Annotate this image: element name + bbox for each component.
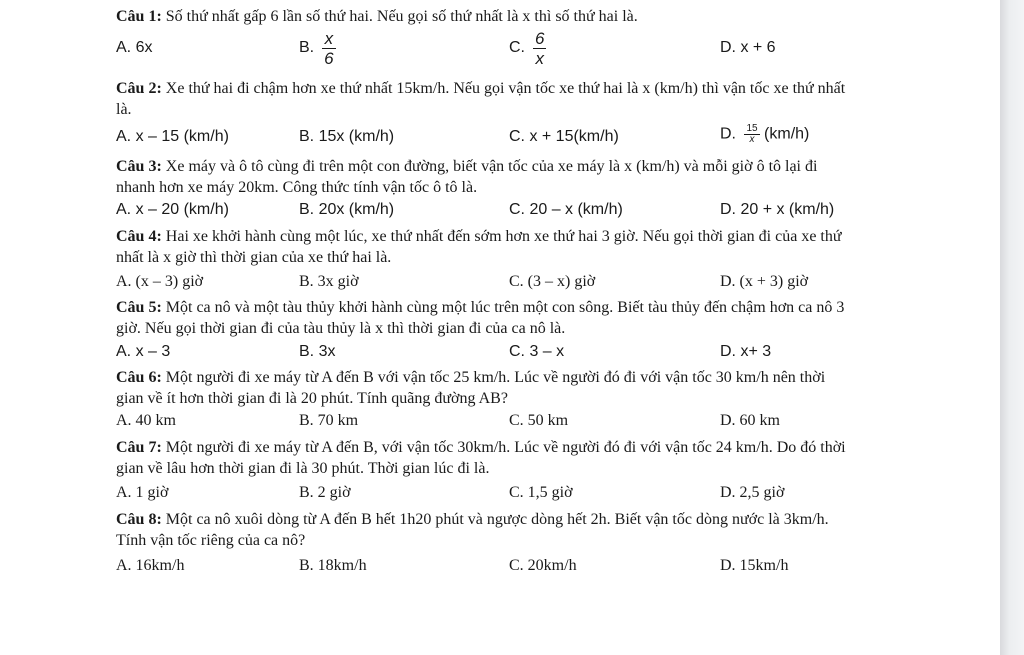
fraction [533,29,546,68]
question-number: Câu 1: [116,8,162,25]
question-text: Một người đi xe máy từ A đến B với vận tốc 25 km/h. Lúc về người đó đi với vận tốc 30 km/h nên thời gian về ít hơn thời gian đi là 20 phút. Tính quãng đường AB? [116,369,826,407]
option-b [299,29,336,68]
option-a: A. 6x [116,39,153,56]
fraction [744,124,759,145]
question-text: Một ca nô xuôi dòng từ A đến B hết 1h20 phút và ngược dòng hết 2h. Biết vận tốc dòng nước là 3km/h. Tính vận tốc riêng của ca nô? [116,511,829,549]
option-c: C. 1,5 giờ [509,484,573,501]
option-d: D. x + 6 [720,39,776,56]
options-4 [116,268,856,297]
option-c: C. 20 – x (km/h) [509,201,623,218]
question-number: Câu 6: [116,369,162,386]
option-d: D. (x + 3) giờ [720,273,809,290]
question-number: Câu 3: [116,158,162,175]
question-text: Xe máy và ô tô cùng đi trên một con đường, biết vận tốc của xe máy là x (km/h) và mỗi giờ ô tô lại đi nhanh hơn xe máy 20km. Công thức tính vận tốc ô tô là. [116,158,818,196]
option-b: B. 15x (km/h) [299,128,395,145]
option-b: B. 70 km [299,412,359,429]
option-c: C. 50 km [509,412,569,429]
question-number: Câu 5: [116,299,162,316]
question-text: Hai xe khởi hành cùng một lúc, xe thứ nhất đến sớm hơn xe thứ hai 3 giờ. Nếu gọi thời gian đi của xe thứ nhất là x giờ thì thời gian của xe thứ hai là. [116,228,842,266]
question-8 [116,509,856,551]
option-d: D. x+ 3 [720,343,772,360]
option-a: A. 40 km [116,412,176,429]
options-8 [116,551,856,583]
question-text: Một ca nô và một tàu thủy khởi hành cùng một lúc trên một con sông. Biết tàu thủy đến chậm hơn ca nô 3 giờ. Nếu gọi thời gian đi của tàu thủy là x thì thời gian đi của ca nô là. [116,299,845,337]
question-5 [116,297,856,339]
options-7 [116,479,856,509]
option-unit: (km/h) [764,125,810,143]
question-number: Câu 4: [116,228,162,245]
option-a: A. 1 giờ [116,484,169,501]
option-b: B. 3x [299,343,336,360]
question-7 [116,437,856,479]
numerator: x [322,29,335,49]
option-a: A. x – 20 (km/h) [116,201,229,218]
option-c [509,29,546,68]
question-6 [116,367,856,409]
option-b: B. 2 giờ [299,484,351,501]
page-edge-shadow [1000,0,1024,655]
denominator: x [535,49,544,68]
option-d [720,124,809,145]
question-number: Câu 7: [116,439,162,456]
option-a: A. 16km/h [116,557,185,574]
question-4 [116,226,856,268]
option-d: D. 2,5 giờ [720,484,785,501]
option-b: B. 20x (km/h) [299,201,395,218]
options-5 [116,339,856,367]
question-text: Số thứ nhất gấp 6 lần số thứ hai. Nếu gọi số thứ nhất là x thì số thứ hai là. [165,8,638,25]
question-text: Một người đi xe máy từ A đến B, với vận tốc 30km/h. Lúc về người đó đi với vận tốc 24 km/h. Do đó thời gian về lâu hơn thời gian đi là 30 phút. Thời gian lúc đi là. [116,439,846,477]
question-list [116,6,856,583]
option-a: A. (x – 3) giờ [116,273,204,290]
numerator: 6 [535,29,545,48]
option-label: D. [720,125,736,143]
option-label: B. [299,39,315,57]
option-c: C. 3 – x [509,343,565,360]
option-d: D. 60 km [720,412,780,429]
denominator: x [749,134,755,145]
option-c: C. (3 – x) giờ [509,273,596,290]
option-d: D. 15km/h [720,557,789,574]
option-label: C. [509,39,525,57]
option-b: B. 18km/h [299,557,367,574]
question-3 [116,156,856,198]
option-a: A. x – 15 (km/h) [116,128,229,145]
option-c: C. 20km/h [509,557,577,574]
option-b: B. 3x giờ [299,273,359,290]
question-number: Câu 2: [116,80,162,97]
question-number: Câu 8: [116,511,162,528]
option-a: A. x – 3 [116,343,171,360]
denominator: 6 [324,49,334,68]
options-6 [116,409,856,437]
option-d: D. 20 + x (km/h) [720,201,835,218]
numerator: 15 [746,123,758,134]
options-3 [116,198,856,226]
options-1 [116,27,856,75]
question-2 [116,78,856,120]
option-c: C. x + 15(km/h) [509,128,619,145]
options-2 [116,120,856,156]
question-1 [116,6,856,27]
fraction [322,29,335,68]
question-text: Xe thứ hai đi chậm hơn xe thứ nhất 15km/h. Nếu gọi vận tốc xe thứ hai là x (km/h) thì vận tốc xe thứ nhất là. [116,80,846,118]
